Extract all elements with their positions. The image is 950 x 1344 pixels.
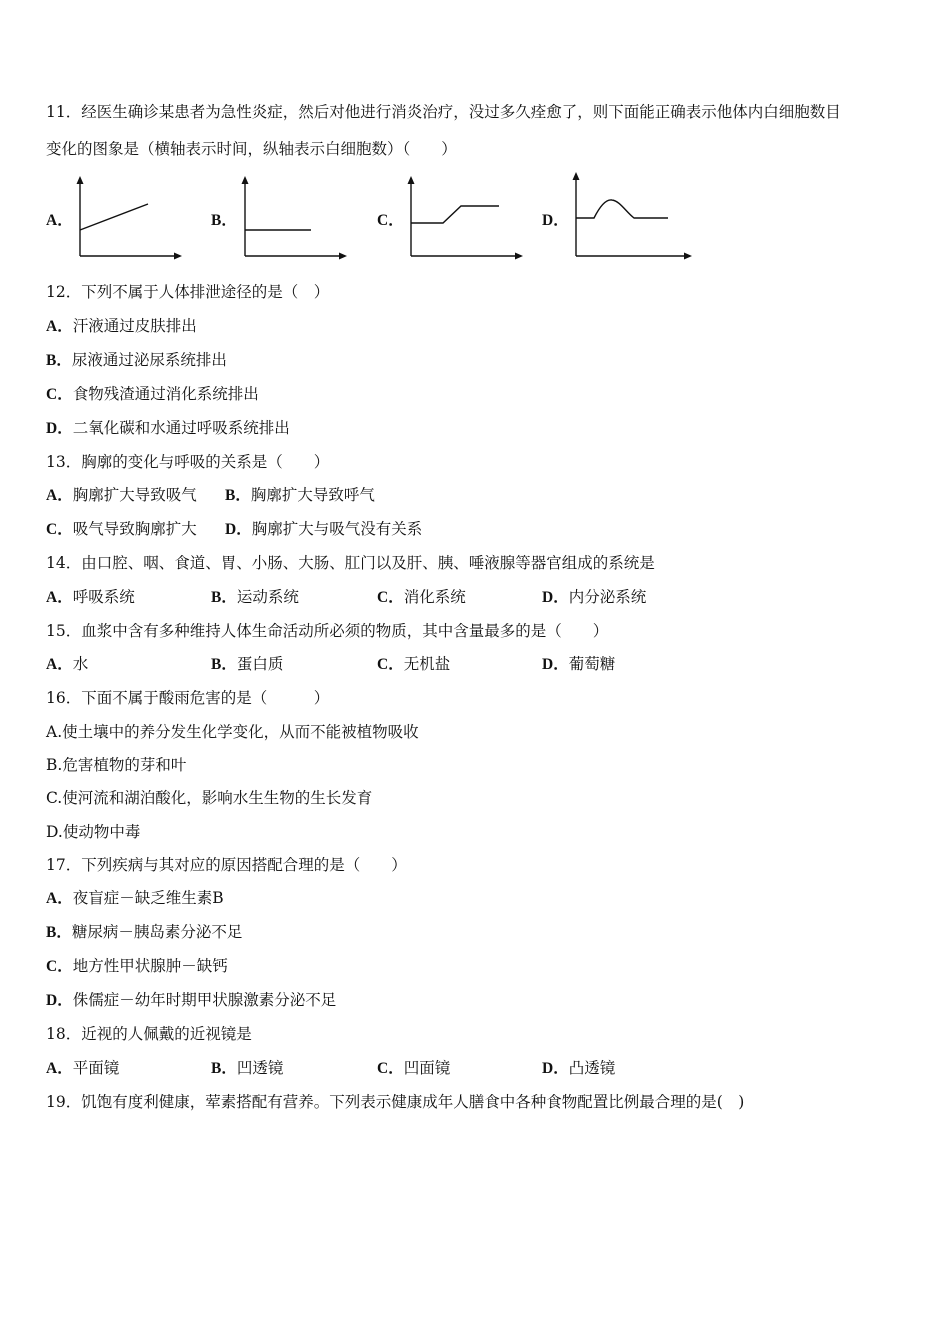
q13-option-a-label: A．: [46, 487, 73, 504]
q18-option-a-text: 平面镜: [72, 1059, 120, 1077]
q11-option-a-label: A．: [46, 212, 73, 229]
q11-stem-line2: 变化的图象是（横轴表示时间，纵轴表示白细胞数）（ ）: [46, 140, 457, 158]
q18-option-d-text: 凸透镜: [568, 1059, 616, 1077]
q17-stem: 17．下列疾病与其对应的原因搭配合理的是（ ）: [46, 856, 407, 874]
q13-option-d: [225, 519, 422, 540]
q13-option-c: [46, 519, 197, 540]
q14-option-a-label: A．: [46, 589, 73, 606]
q11-option-d-label: D．: [542, 212, 569, 229]
q16-option-b-text: 危害植物的芽和叶: [62, 756, 187, 774]
q14-option-c: [377, 587, 466, 608]
q12-option-b-label: B．: [46, 352, 72, 369]
q16-option-d-text: 使动物中毒: [62, 823, 141, 841]
q14-option-d-label: D．: [542, 589, 569, 606]
q15-option-a-label: A．: [46, 656, 73, 673]
q14-option-d-text: 内分泌系统: [568, 588, 647, 606]
q15-option-b-label: B．: [211, 656, 237, 673]
q18-option-b: [211, 1058, 283, 1079]
q11-option-c-graph: [405, 170, 527, 262]
q16-stem: 16．下面不属于酸雨危害的是（ ）: [46, 689, 330, 707]
q18-option-c: [377, 1058, 450, 1079]
q14-option-a: [46, 587, 135, 608]
q15-stem: 15．血浆中含有多种维持人体生命活动所必须的物质，其中含量最多的是（ ）: [46, 622, 609, 640]
q18-option-b-text: 凹透镜: [236, 1059, 284, 1077]
q15-option-a-text: 水: [72, 655, 89, 673]
q14-option-c-label: C．: [377, 589, 404, 606]
q12-option-c-label: C．: [46, 386, 73, 403]
q16-option-c: [46, 788, 372, 808]
q13-option-b-text: 胸廓扩大导致呼气: [250, 486, 375, 504]
q17-option-c-label: C．: [46, 958, 73, 975]
q12-option-c: [46, 384, 259, 405]
q15-option-d-label: D．: [542, 656, 569, 673]
q17-option-a-text: 夜盲症－缺乏维生素B: [72, 889, 224, 907]
q14-option-d: [542, 587, 646, 608]
q12-option-a-label: A．: [46, 318, 73, 335]
q11-option-c-label: C．: [377, 212, 404, 229]
q15-option-c-label: C．: [377, 656, 404, 673]
q12-option-b-text: 尿液通过泌尿系统排出: [71, 351, 227, 369]
q12-option-d-label: D．: [46, 420, 73, 437]
q17-option-b: [46, 922, 242, 943]
q16-option-c-text: 使河流和湖泊酸化，影响水生生物的生长发育: [62, 789, 373, 807]
q14-stem: 14．由口腔、咽、食道、胃、小肠、大肠、肛门以及肝、胰、唾液腺等器官组成的系统是: [46, 554, 655, 572]
q18-stem: 18．近视的人佩戴的近视镜是: [46, 1025, 252, 1043]
q15-option-b: [211, 654, 283, 675]
q14-option-b: [211, 587, 299, 608]
q16-option-d: [46, 822, 140, 842]
q15-option-a: [46, 654, 88, 675]
q13-stem: 13．胸廓的变化与呼吸的关系是（ ）: [46, 453, 330, 471]
q13-option-b: [225, 485, 375, 506]
q18-option-b-label: B．: [211, 1060, 237, 1077]
q17-option-c-text: 地方性甲状腺肿－缺钙: [72, 957, 228, 975]
q16-option-d-label: D.: [46, 823, 63, 841]
q19-stem: 19．饥饱有度利健康，荤素搭配有营养。下列表示健康成年人膳食中各种食物配置比例最合理的是( ): [46, 1093, 745, 1111]
q13-option-a-text: 胸廓扩大导致吸气: [72, 486, 197, 504]
q13-option-b-label: B．: [225, 487, 251, 504]
q17-option-c: [46, 956, 228, 977]
q16-option-a-label: A.: [46, 723, 63, 741]
q12-option-a-text: 汗液通过皮肤排出: [72, 317, 197, 335]
q15-option-d-text: 葡萄糖: [568, 655, 616, 673]
q11-option-b-graph: [239, 170, 351, 262]
q14-option-b-label: B．: [211, 589, 237, 606]
q11-stem-line1: 11．经医生确诊某患者为急性炎症，然后对他进行消炎治疗，没过多久痊愈了，则下面能正确表示他体内白细胞数目: [46, 103, 841, 121]
q15-option-c: [377, 654, 450, 675]
q14-option-b-text: 运动系统: [236, 588, 299, 606]
q16-option-b-label: B.: [46, 756, 63, 774]
q12-option-a: [46, 316, 197, 337]
q12-option-d: [46, 418, 290, 439]
q18-option-c-label: C．: [377, 1060, 404, 1077]
q15-option-b-text: 蛋白质: [236, 655, 284, 673]
q12-option-b: [46, 350, 227, 371]
q14-option-a-text: 呼吸系统: [72, 588, 135, 606]
q12-option-c-text: 食物残渣通过消化系统排出: [72, 385, 259, 403]
q13-option-d-text: 胸廓扩大与吸气没有关系: [251, 520, 423, 538]
q17-option-b-label: B．: [46, 924, 72, 941]
q17-option-a: [46, 888, 224, 909]
q11-option-a-graph: [74, 170, 186, 262]
q18-option-d: [542, 1058, 615, 1079]
q16-option-b: [46, 755, 186, 775]
q16-option-a: [46, 722, 419, 742]
q12-stem: 12．下列不属于人体排泄途径的是（ ）: [46, 283, 330, 301]
q13-option-c-text: 吸气导致胸廓扩大: [72, 520, 197, 538]
q16-option-c-label: C.: [46, 789, 63, 807]
q18-option-a-label: A．: [46, 1060, 73, 1077]
q17-option-d: [46, 990, 336, 1011]
q13-option-c-label: C．: [46, 521, 73, 538]
q17-option-d-label: D．: [46, 992, 73, 1009]
q11-option-d-graph: [570, 170, 696, 262]
q12-option-d-text: 二氧化碳和水通过呼吸系统排出: [72, 419, 290, 437]
q13-option-a: [46, 485, 197, 506]
q15-option-d: [542, 654, 615, 675]
q17-option-a-label: A．: [46, 890, 73, 907]
q18-option-c-text: 凹面镜: [403, 1059, 451, 1077]
q16-option-a-text: 使土壤中的养分发生化学变化，从而不能被植物吸收: [62, 723, 419, 741]
q18-option-a: [46, 1058, 119, 1079]
q18-option-d-label: D．: [542, 1060, 569, 1077]
q15-option-c-text: 无机盐: [403, 655, 451, 673]
q17-option-d-text: 侏儒症－幼年时期甲状腺激素分泌不足: [72, 991, 337, 1009]
q11-option-b-label: B．: [211, 212, 237, 229]
q17-option-b-text: 糖尿病－胰岛素分泌不足: [71, 923, 243, 941]
q13-option-d-label: D．: [225, 521, 252, 538]
q14-option-c-text: 消化系统: [403, 588, 466, 606]
